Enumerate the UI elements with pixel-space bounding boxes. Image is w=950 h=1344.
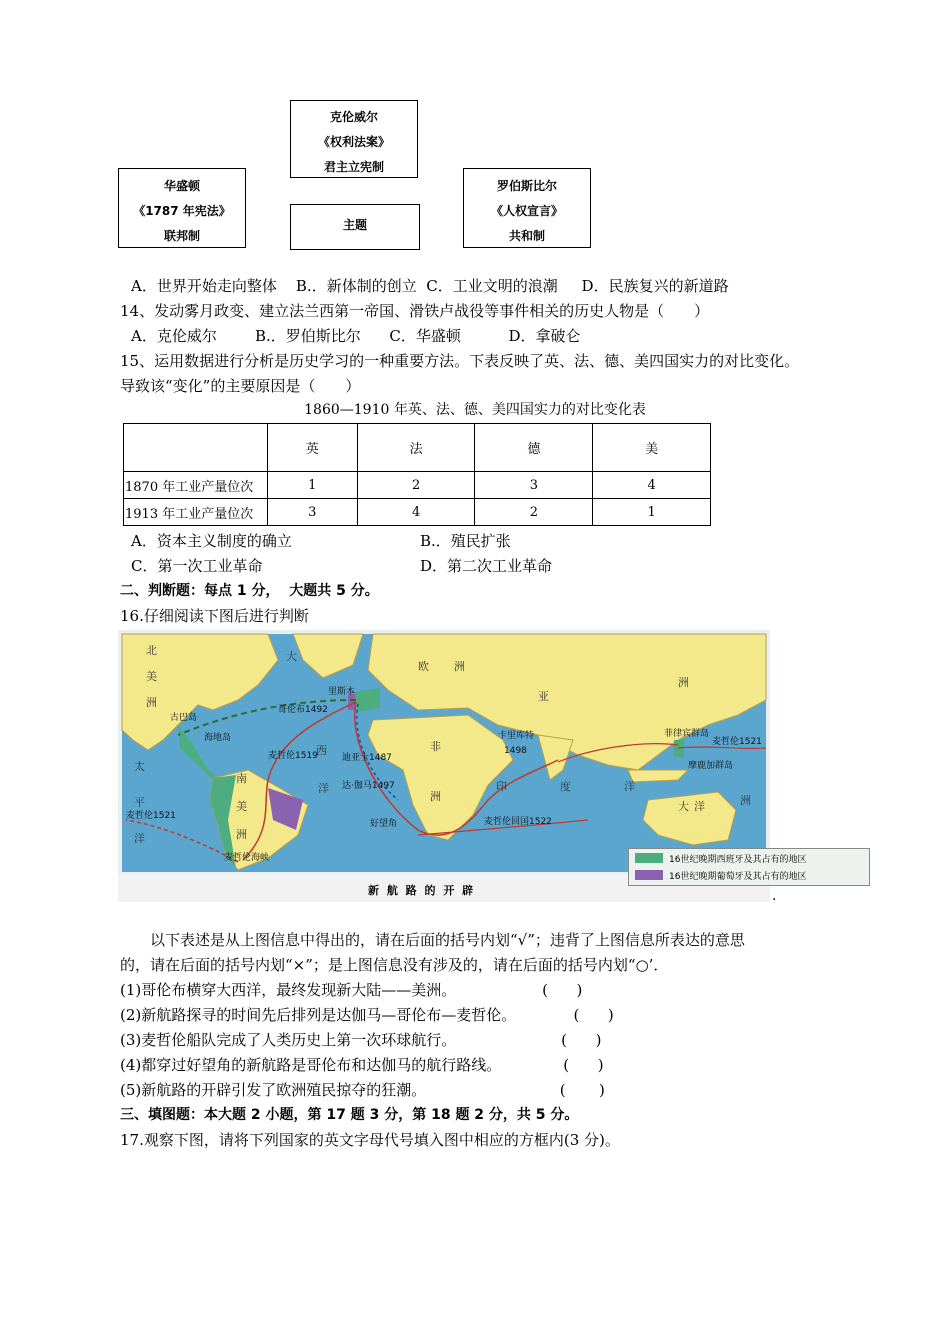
map-label: 大 [678, 800, 689, 813]
map-label: 美 [236, 800, 247, 813]
table-cell: 4 [593, 472, 711, 499]
washington-system: 联邦制 [163, 229, 200, 243]
map-label: 洲 [454, 660, 465, 673]
map-place-label: 卡里库特 [498, 731, 535, 741]
q16-item: (1)哥伦布横穿大西洋，最终发现新大陆——美洲。 ( ) [120, 981, 583, 999]
cromwell-system: 君主立宪制 [323, 160, 384, 174]
map-label: 大 [286, 650, 297, 663]
q16-stem: 16.仔细阅读下图后进行判断 [120, 607, 309, 625]
legend-spain: 16世纪晚期西班牙及其占有的地区 [669, 855, 807, 865]
table-header-cell [124, 424, 268, 472]
box-theme [290, 204, 420, 250]
washington-doc: 《1787 年宪法》 [133, 204, 231, 218]
map-label: 亚 [538, 690, 549, 703]
robespierre-doc: 《人权宣言》 [490, 204, 563, 218]
section-2-heading: 二、判断题：每点 1 分， 大题共 5 分。 [120, 583, 379, 599]
map-legend [628, 848, 870, 886]
map-route-label: 哥伦布1492 [278, 705, 328, 715]
table-cell: 4 [357, 499, 475, 526]
table-header-cell: 德 [475, 424, 593, 472]
map-label: 南 [236, 772, 247, 785]
q17-stem: 17.观察下图，请将下列国家的英文字母代号填入图中相应的方框内(3 分)。 [120, 1131, 620, 1149]
map-label: 平 [134, 796, 145, 809]
map-route-label: 迪亚士1487 [342, 753, 392, 763]
map-label: 洲 [740, 794, 751, 807]
map-label: 西 [316, 744, 327, 757]
map-route-label: 1498 [504, 746, 527, 756]
box-robespierre [463, 168, 591, 248]
theme-label: 主题 [342, 218, 367, 232]
map-route-label: 麦哲伦1521 [712, 737, 762, 747]
table-cell: 2 [475, 499, 593, 526]
robespierre-system: 共和制 [508, 229, 545, 243]
map-label: 洲 [430, 790, 441, 803]
map-label: 洲 [236, 828, 247, 841]
new-sea-routes-map [118, 630, 807, 902]
table-header-row [124, 424, 711, 472]
map-label: 印 [496, 780, 507, 793]
q15-option-b: B.．殖民扩张 [420, 532, 511, 550]
map-label: 北 [146, 644, 157, 657]
table-cell: 1 [267, 472, 357, 499]
q14-stem: 14、发动雾月政变、建立法兰西第一帝国、滑铁卢战役等事件相关的历史人物是（ ） [120, 302, 710, 320]
map-place-label: 麦哲伦海峡 [224, 853, 270, 863]
box-cromwell [290, 100, 418, 178]
washington-name: 华盛顿 [163, 179, 200, 193]
q16-item: (3)麦哲伦船队完成了人类历史上第一次环球航行。 ( ) [120, 1031, 602, 1049]
map-label: 欧 [418, 660, 429, 673]
map-label: 洋 [694, 800, 705, 813]
q15-option-d: D．第二次工业革命 [420, 557, 553, 575]
table-header-cell: 美 [593, 424, 711, 472]
map-label: 洋 [318, 782, 329, 795]
q16-item: (4)都穿过好望角的新航路是哥伦布和达伽马的航行路线。 ( ) [120, 1056, 604, 1074]
map-route-label: 麦哲伦1521 [126, 811, 176, 821]
q15-stem-1: 15、运用数据进行分析是历史学习的一种重要方法。下表反映了英、法、德、美四国实力的对比变化。 [120, 352, 800, 370]
map-place-label: 海地岛 [204, 733, 232, 743]
table-header-cell: 英 [267, 424, 357, 472]
table-cell: 2 [357, 472, 475, 499]
q13-options: A．世界开始走向整体 B.．新体制的创立 C．工业文明的浪潮 D．民族复兴的新道路 [131, 277, 729, 295]
table-row [124, 472, 711, 499]
map-label: 洋 [134, 832, 145, 845]
q15-option-a: A．资本主义制度的确立 [131, 532, 292, 550]
map-label: 非 [430, 740, 441, 753]
map-label: 美 [146, 670, 157, 683]
map-route-label: 麦哲伦回国1522 [484, 817, 552, 827]
map-route-label: 达·伽马1497 [342, 781, 395, 791]
legend-swatch-spain [635, 853, 663, 863]
q15-option-c: C．第一次工业革命 [131, 557, 263, 575]
table-row-label: 1913 年工业产量位次 [124, 499, 268, 526]
map-label: 度 [560, 780, 571, 793]
map-label: 洲 [678, 676, 689, 689]
map-place-label: 里斯本 [328, 687, 356, 697]
cromwell-doc: 《权利法案》 [317, 135, 390, 149]
comparison-table [123, 423, 711, 526]
table-header-cell: 法 [357, 424, 475, 472]
map-label: 洲 [146, 696, 157, 709]
q16-item: (2)新航路探寻的时间先后排列是达伽马—哥伦布—麦哲伦。 ( ) [120, 1006, 614, 1024]
map-place-label: 古巴岛 [170, 713, 198, 723]
table-cell: 3 [267, 499, 357, 526]
map-route-label: 麦哲伦1519 [268, 751, 318, 761]
q16-item: (5)新航路的开辟引发了欧洲殖民掠夺的狂潮。 ( ) [120, 1081, 605, 1099]
q16-intro-2: 的，请在后面的括号内划“×”；是上图信息没有涉及的，请在后面的括号内划“○’． [120, 956, 669, 974]
q15-table-title: 1860—1910 年英、法、德、美四国实力的对比变化表 [304, 402, 646, 418]
cromwell-name: 克伦威尔 [329, 110, 378, 124]
map-place-label: 菲律宾群岛 [664, 729, 710, 739]
map-label: 洋 [624, 780, 635, 793]
table-row [124, 499, 711, 526]
legend-portugal: 16世纪晚期葡萄牙及其占有的地区 [669, 872, 807, 882]
q14-options: A．克伦威尔 B.．罗伯斯比尔 C．华盛顿 D．拿破仑 [131, 327, 581, 345]
q16-intro-1: 以下表述是从上图信息中得出的，请在后面的括号内划“√”；违背了上图信息所表达的意思 [150, 931, 745, 949]
table-row-label: 1870 年工业产量位次 [124, 472, 268, 499]
section-3-heading: 三、填图题：本大题 2 小题，第 17 题 3 分，第 18 题 2 分，共 5 分。 [120, 1107, 579, 1123]
box-washington [118, 168, 246, 248]
philippines-spain [674, 740, 684, 758]
table-cell: 3 [475, 472, 593, 499]
robespierre-name: 罗伯斯比尔 [496, 179, 557, 193]
map-place-label: 摩鹿加群岛 [688, 761, 734, 771]
map-trailing-dot: . [772, 888, 777, 904]
map-place-label: 好望角 [370, 819, 398, 829]
map-caption: 新 航 路 的 开 辟 [368, 884, 476, 897]
q15-stem-2: 导致该“变化”的主要原因是（ ） [120, 377, 361, 395]
legend-swatch-portugal [635, 870, 663, 880]
map-label: 太 [134, 760, 145, 773]
table-cell: 1 [593, 499, 711, 526]
